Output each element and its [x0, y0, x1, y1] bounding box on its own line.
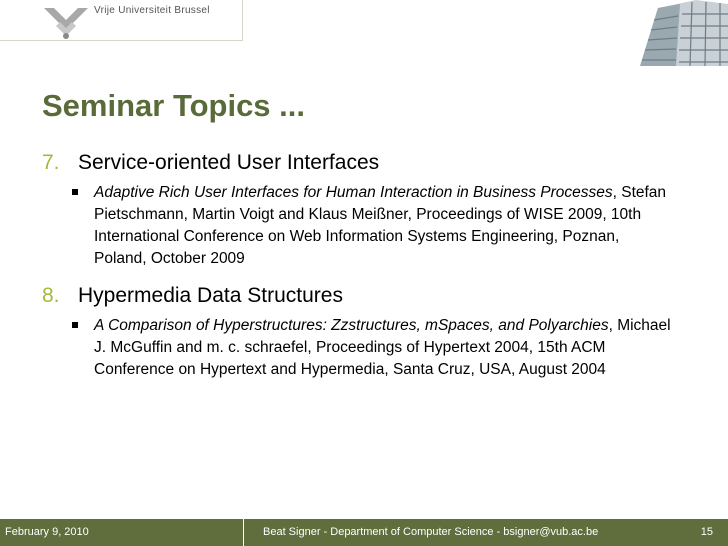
square-bullet-icon [72, 189, 78, 195]
reference-details: , Stefan Pietschmann, Martin Voigt and Klaus Meißner, Proceedings of WISE 2009, 10th International Conference on Web Information Systems Engineering, Poznan, Poland, October 2009 [94, 184, 667, 267]
reference-title: A Comparison of Hyperstructures: Zzstructures, mSpaces, and Polyarchies [94, 317, 609, 334]
topic-item [42, 284, 343, 308]
reference-details: , Michael J. McGuffin and m. c. schraefel, Proceedings of Hypertext 2004, 15th ACM Conference on Hypertext and Hypermedia, Santa Cruz, USA, August 2004 [94, 317, 671, 378]
footer-divider [243, 519, 244, 546]
header-divider-vertical [242, 0, 243, 41]
topic-item [42, 151, 379, 175]
square-bullet-icon [72, 322, 78, 328]
page-number: 15 [700, 526, 713, 538]
topic-heading: Service-oriented User Interfaces [78, 151, 380, 174]
header-divider [0, 40, 242, 41]
topic-number: 8. [42, 284, 60, 307]
topic-number: 7. [42, 151, 60, 174]
footer-bar [0, 519, 728, 546]
building-photo [610, 0, 728, 66]
footer-date: February 9, 2010 [5, 526, 89, 538]
university-name: Vrije Universiteit Brussel [94, 5, 210, 16]
slide-title: Seminar Topics ... [42, 88, 306, 123]
vub-logo-icon [42, 6, 90, 40]
footer-author: Beat Signer - Department of Computer Science - bsigner@vub.ac.be [263, 526, 599, 538]
topic-heading: Hypermedia Data Structures [78, 284, 343, 307]
reference-title: Adaptive Rich User Interfaces for Human Interaction in Business Processes [94, 184, 613, 201]
